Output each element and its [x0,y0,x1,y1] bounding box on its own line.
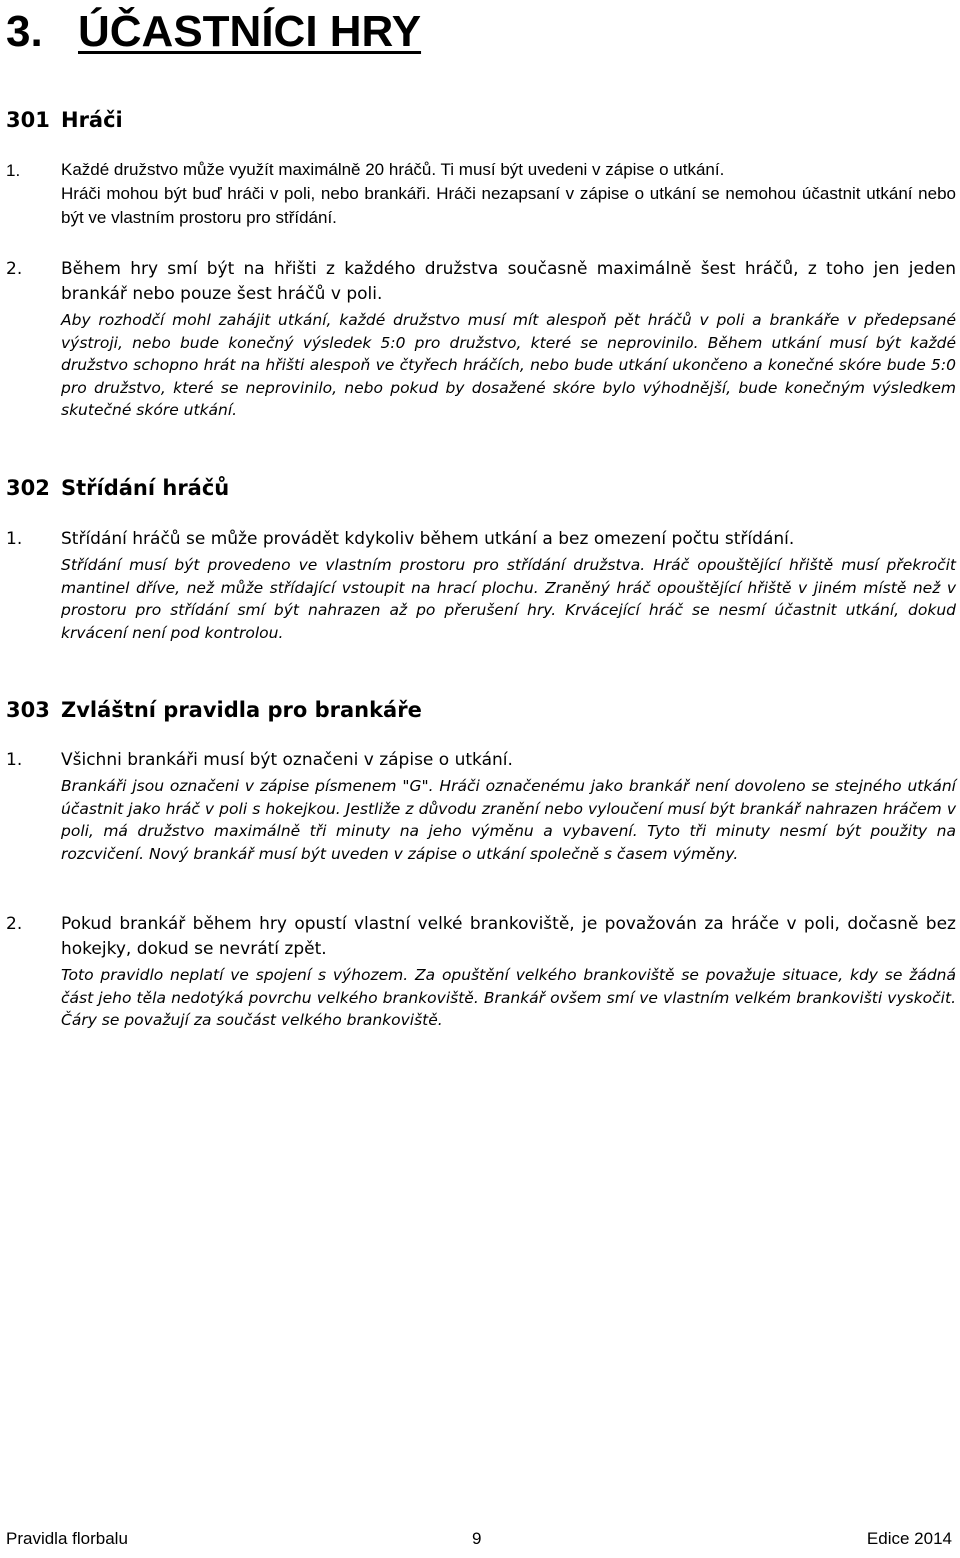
item-text: Všichni brankáři musí být označeni v zápise o utkání. [61,750,513,770]
chapter-title [6,4,421,60]
rule-301-1 [6,158,956,230]
rule-303-1 [6,748,956,865]
item-note: Toto pravidlo neplatí ve spojení s výhozem. Za opuštění velkého brankoviště se považuje situace, kdy se žádná část jeho těla nedotýká povrchu velkého brankoviště. Brankář ovšem smí ve vlastním velkém brankovišti vyskočit. Čáry se považují za součást velkého brankoviště. [61,966,956,1029]
chapter-number: 3. [6,7,43,56]
item-number: 2. [6,259,23,279]
section-302-heading [6,474,229,502]
section-title: Zvláštní pravidla pro brankáře [61,698,422,722]
item-note: Brankáři jsou označeni v zápise písmenem "G". Hráči označenému jako brankář není dovoleno se stejného utkání účastnit jako hráč v poli s hokejkou. Jestliže z důvodu zranění nebo vyloučení musí být brankář nahrazen hráčem v poli, má družstvo maximálně tři minuty na jeho výměnu a vybavení. Tyto tři minuty nesmí být použity na rozcvičení. Nový brankář musí být uveden v zápise o utkání společně s časem výměny. [61,777,956,863]
footer-page-number: 9 [472,1529,482,1548]
item-number: 2. [6,914,23,934]
section-number: 302 [6,476,50,500]
chapter-title-text: ÚČASTNÍCI HRY [78,7,422,56]
section-303-heading [6,696,422,724]
rule-301-2 [6,257,956,422]
item-number: 1. [6,161,21,180]
item-text: Každé družstvo může využít maximálně 20 hráčů. Ti musí být uvedeni v zápise o utkání. Hráči mohou být buď hráči v poli, nebo brankáři. Hráči nezapsaní v zápise o utkání se nemohou účastnit utkání nebo být ve vlastním prostoru pro střídání. [61,160,956,227]
item-number: 1. [6,529,23,549]
rule-302-1 [6,527,956,644]
section-number: 303 [6,698,50,722]
item-number: 1. [6,750,23,770]
item-text: Střídání hráčů se může provádět kdykoliv během utkání a bez omezení počtu střídání. [61,529,795,549]
section-title: Střídání hráčů [61,476,230,500]
section-number: 301 [6,108,50,132]
rule-303-2 [6,912,956,1032]
item-note: Střídání musí být provedeno ve vlastním prostoru pro střídání družstva. Hráč opouštějící hřiště musí překročit mantinel dříve, než může střídající vstoupit na hrací plochu. Zraněný hráč opouštějící hřiště v jiném místě než v prostoru pro střídání smí být nahrazen až po přerušení hry. Krvácející hráč se nesmí účastnit utkání, dokud krvácení není pod kontrolou. [61,556,956,642]
item-note: Aby rozhodčí mohl zahájit utkání, každé družstvo musí mít alespoň pět hráčů v poli a brankáře v předepsané výstroji, nebo bude konečný výsledek 5:0 pro družstvo, které se neprovinilo. Během utkání musí být každé družstvo schopno hrát na hřišti alespoň ve čtyřech hráčích, nebo bude utkání ukončeno a konečné skóre bude 5:0 pro družstvo, které se neprovinilo, nebo pokud by dosažené skóre bylo výhodnější, bude konečným výsledkem skutečné skóre utkání. [61,311,956,419]
footer-edition: Edice 2014 [866,1529,952,1548]
footer-title: Pravidla florbalu [6,1529,128,1548]
item-text: Pokud brankář během hry opustí vlastní velké brankoviště, je považován za hráče v poli, dočasně bez hokejky, dokud se nevrátí zpět. [61,914,956,959]
section-301-heading [6,106,123,134]
item-text: Během hry smí být na hřišti z každého družstva současně maximálně šest hráčů, z toho jen jeden brankář nebo pouze šest hráčů v poli. [61,259,956,304]
section-title: Hráči [61,108,123,132]
